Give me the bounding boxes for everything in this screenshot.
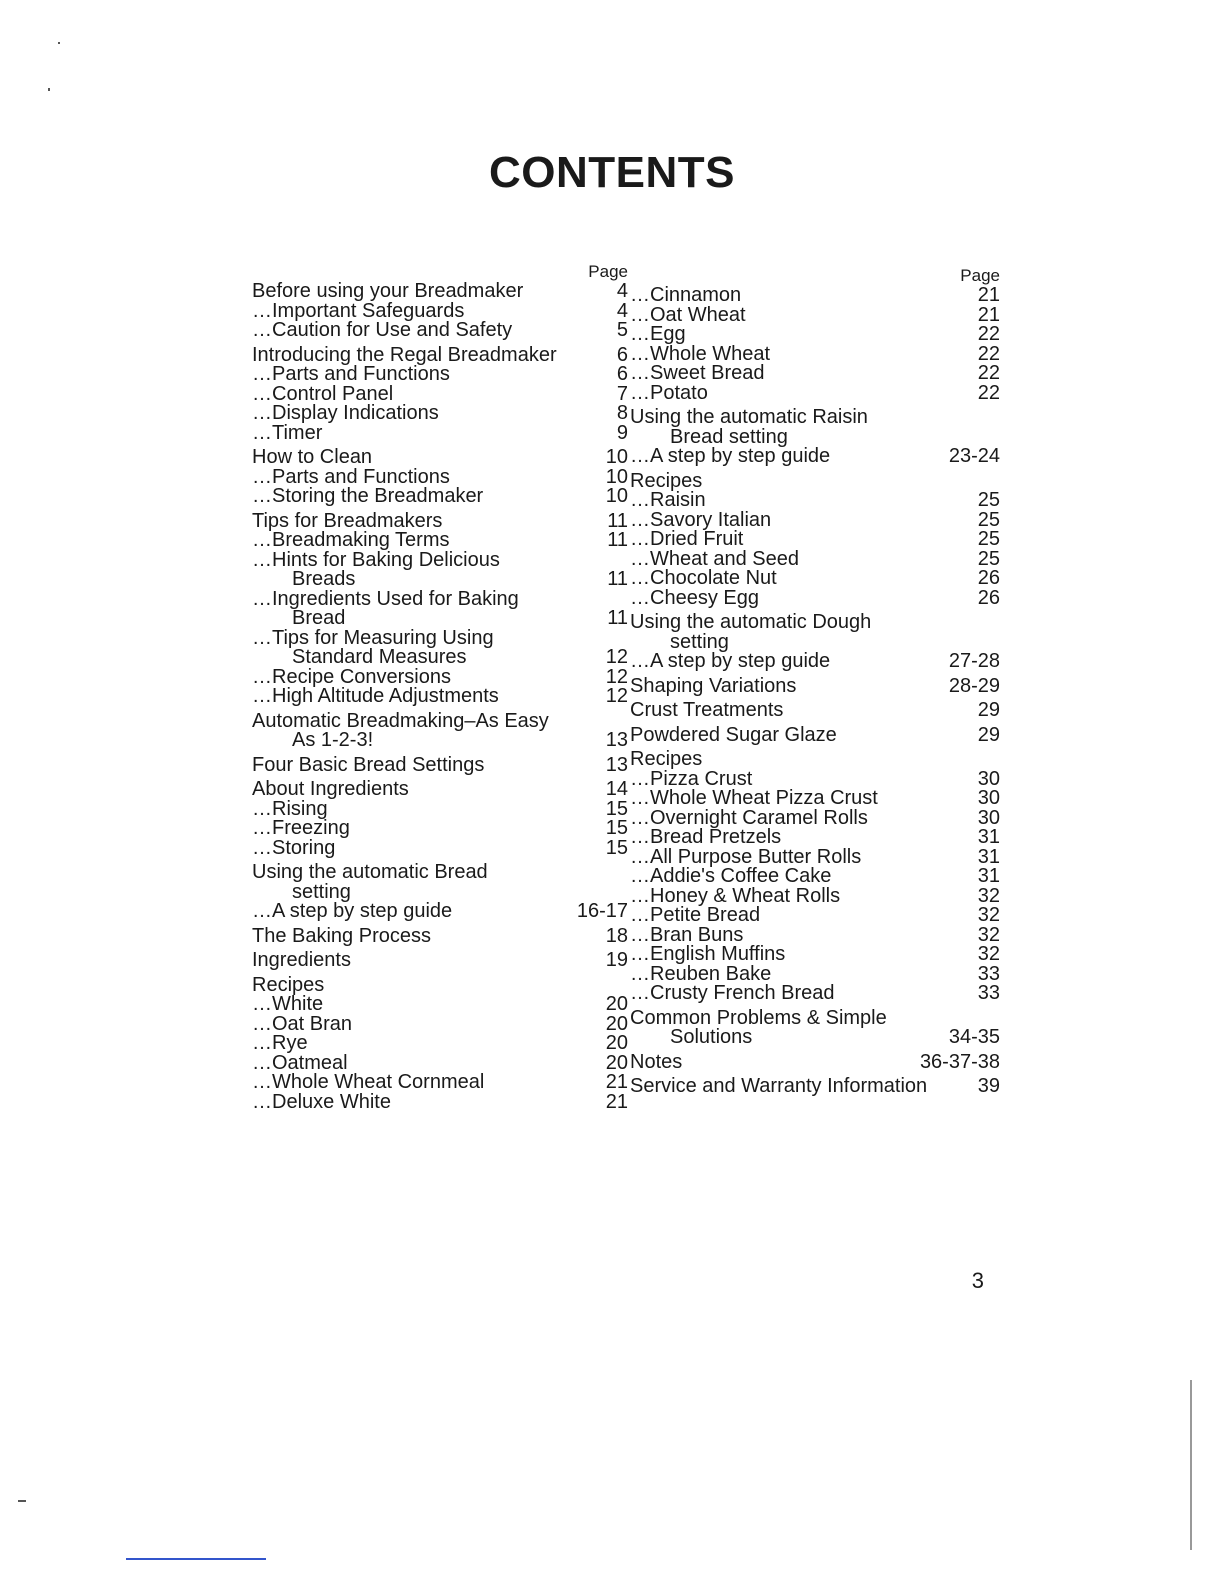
scan-edge-line [126,1558,266,1560]
toc-page-number: 32 [977,904,1000,926]
scan-speck [18,1500,26,1502]
toc-page-number: 20 [605,1051,628,1074]
toc-page-number: 33 [977,982,1000,1004]
toc-entry-text: Reuben Bake [650,962,772,985]
toc-entry-text: Overnight Caramel Rolls [650,806,868,829]
toc-page-number: 30 [977,787,1000,809]
toc-entry-title [252,421,323,444]
toc-entry-text: Tips for Measuring Using [272,626,494,649]
toc-entry [630,1077,1000,1097]
toc-page-number: 9 [616,421,628,444]
toc-entry-text: Service and Warranty Information [630,1075,928,1097]
toc-entry-text: White [272,993,324,1015]
toc-entry-title [252,863,488,902]
toc-page-number: 20 [605,993,628,1015]
toc-page-number: 10 [605,446,628,468]
toc-group [630,1050,1000,1073]
toc-page-number: 18 [605,924,628,947]
toc-page-number: 22 [977,323,1000,345]
toc-entry-text: Before using your Breadmaker [252,280,524,302]
toc-right-groups [630,286,1000,1097]
toc-entry-text: Sweet Bread [650,362,765,384]
toc-subentry [252,836,628,859]
toc-entry-title [630,408,868,447]
toc-group [252,863,628,922]
toc-entry-continuation: As 1-2-3! [292,729,374,751]
toc-entry-text: A step by step guide [650,650,831,672]
toc-entry [630,1006,1000,1048]
toc-group [252,343,628,444]
toc-entry-text: Tips for Breadmakers [252,509,443,532]
toc-entry-title [252,548,500,590]
toc-entry-text: Caution for Use and Safety [272,319,513,341]
toc-page-number: 23-24 [948,445,1000,467]
toc-page-number: 11 [607,529,628,551]
toc-entry-text: Recipes [252,973,325,996]
toc-group [630,469,1000,609]
scan-edge-line [1190,1380,1192,1550]
toc-entry-text: Control Panel [272,382,394,405]
toc-group [252,780,628,858]
toc-entry-text: Using the automatic Raisin [630,406,868,428]
toc-entry-title [252,487,483,507]
toc-entry-continuation: Solutions [670,1026,753,1048]
toc-entry-text: English Muffins [650,943,786,965]
toc-entry-text: Pizza Crust [650,767,753,790]
toc-subentry [252,902,628,922]
toc-page-number: 31 [977,865,1000,887]
toc-entry-title [630,381,708,404]
toc-page-number: 25 [977,508,1000,531]
toc-page-number: 27-28 [948,650,1000,672]
toc-page-number: 29 [977,699,1000,721]
toc-entry-text: Chocolate Nut [650,567,777,589]
toc-entry-text: Crust Treatments [630,699,784,721]
toc-group [252,448,628,507]
toc-entry-text: Recipes [630,748,703,770]
toc-page-number: 28-29 [948,674,1000,697]
toc-entry-title [630,652,830,672]
toc-entry-text: Whole Wheat [650,342,771,365]
toc-subentry [630,586,1000,609]
toc-entry-continuation: Standard Measures [292,646,467,668]
toc-page-number: 21 [977,303,1000,326]
toc-entry-text: Timer [272,421,323,444]
toc-entry-text: Bread Pretzels [650,826,782,848]
toc-page-number: 8 [616,402,628,424]
toc-subentry [630,447,1000,467]
toc-entry-text: How to Clean [252,446,373,468]
toc-entry-text: Whole Wheat Pizza Crust [650,787,878,809]
toc-page-number: 21 [605,1090,628,1113]
toc-subentry [252,687,628,707]
toc-page-number: 10 [605,485,628,507]
toc-right-column [630,266,1000,1102]
toc-entry-text: Storing the Breadmaker [272,485,484,507]
toc-entry-text: Addie's Coffee Cake [650,865,832,887]
toc-page-number: 22 [977,342,1000,365]
toc-group [630,613,1000,672]
toc-page-number: 11 [607,568,628,590]
toc-entry-text: A step by step guide [272,900,453,922]
toc-page-number: 21 [605,1071,628,1093]
toc-entry-text: Oat Wheat [650,303,746,326]
toc-page-number: 11 [607,607,628,629]
toc-page-number: 13 [605,753,628,776]
toc-entry [252,951,628,971]
toc-page-number: 5 [616,319,628,341]
page-column-header-label: Page [588,262,628,281]
toc-entry-text: The Baking Process [252,924,431,947]
toc-group [630,674,1000,697]
toc-page-number: 7 [616,382,628,405]
toc-subentry [252,626,628,668]
toc-entry-text: About Ingredients [252,778,409,800]
toc-entry-text: High Altitude Adjustments [272,685,499,707]
toc-entry-continuation: setting [670,630,729,653]
toc-entry-continuation: setting [292,880,351,903]
toc-entry-title [252,687,499,707]
toc-entry-text: Raisin [650,489,706,511]
toc-left-column [252,262,628,1117]
toc-entry-text: Crusty French Bread [650,982,835,1004]
toc-page-number: 15 [605,797,628,820]
toc-subentry [252,487,628,507]
toc-entry-text: Automatic Breadmaking–As Easy [252,709,549,732]
toc-entry-title [252,626,494,668]
toc-page-number: 32 [977,923,1000,946]
toc-entry-text: Oatmeal [272,1051,348,1074]
toc-subentry [630,652,1000,672]
toc-entry-text: Recipes [630,469,703,492]
toc-entry-text: Ingredients Used for Baking [272,587,519,610]
toc-entry-title [252,709,549,751]
toc-entry-text: Petite Bread [650,904,761,926]
toc-entry-text: A step by step guide [650,445,831,467]
page-column-header [630,266,1000,286]
toc-entry-title [252,753,485,776]
toc-entry [630,723,1000,746]
toc-page-number: 6 [616,343,628,366]
toc-subentry [630,381,1000,404]
toc-entry [630,1050,1000,1073]
toc-entry-text: Using the automatic Bread [252,861,488,883]
toc-page-number: 20 [605,1032,628,1054]
toc-entry-text: Freezing [272,817,350,839]
toc-page-number: 19 [605,949,628,971]
toc-group [630,723,1000,746]
toc-entry-text: Hints for Baking Delicious [272,548,500,571]
page-column-header-label: Page [960,266,1000,285]
toc-group [252,709,628,751]
toc-group [630,750,1000,1004]
toc-page-number: 25 [977,528,1000,550]
toc-entry-title [630,1006,887,1048]
toc-group [252,282,628,341]
toc-entry-text: Parts and Functions [272,465,450,488]
toc-page-number: 16-17 [576,900,628,922]
toc-page-number: 34-35 [948,1026,1000,1048]
toc-group [630,1006,1000,1048]
toc-entry-title [630,1050,683,1073]
toc-entry-title [630,613,871,652]
toc-group [252,951,628,971]
toc-page-number: 25 [977,489,1000,511]
toc-entry-text: Whole Wheat Cornmeal [272,1071,485,1093]
page-title: CONTENTS [489,148,735,197]
toc-entry-title [630,701,783,721]
toc-entry-text: Deluxe White [272,1090,391,1113]
toc-page-number: 14 [605,778,628,800]
toc-group [252,753,628,776]
toc-group [630,701,1000,721]
toc-page-number: 22 [977,381,1000,404]
toc-page-number: 10 [605,465,628,488]
toc-entry-text: Using the automatic Dough [630,611,872,633]
toc-entry-text: All Purpose Butter Rolls [650,845,862,868]
toc-entry-text: Storing [272,836,336,859]
toc-entry-text: Rising [272,797,328,820]
toc-page-number: 29 [977,723,1000,746]
toc-entry [630,674,1000,697]
toc-entry-text: Powdered Sugar Glaze [630,723,837,746]
toc-page-number: 25 [977,547,1000,570]
toc-page-number: 12 [605,646,628,668]
toc-entry-text: Egg [650,323,686,345]
toc-page-number: 30 [977,767,1000,790]
toc-group [630,286,1000,403]
toc-subentry [630,984,1000,1004]
toc-entry [252,863,628,902]
toc-page-number: 33 [977,962,1000,985]
toc-subentry [252,587,628,629]
toc-page-number: 26 [977,567,1000,589]
toc-page-number: 30 [977,806,1000,829]
toc-entry-title [630,984,835,1004]
toc-group [630,1077,1000,1097]
toc-subentry [252,1090,628,1113]
toc-subentry [252,421,628,444]
toc-entry-text: Cinnamon [650,284,742,306]
toc-entry-text: Shaping Variations [630,674,797,697]
toc-entry-text: Common Problems & Simple [630,1006,887,1029]
toc-entry-text: Four Basic Bread Settings [252,753,485,776]
toc-entry-text: Ingredients [252,949,351,971]
toc-entry-text: Dried Fruit [650,528,744,550]
scan-speck [48,88,50,91]
toc-entry-title [252,1090,391,1113]
toc-entry [252,709,628,751]
toc-page-number: 39 [977,1075,1000,1097]
toc-entry-text: Honey & Wheat Rolls [650,884,841,907]
toc-page-number: 31 [977,845,1000,868]
toc-page-number: 15 [605,817,628,839]
toc-entry-text: Potato [650,381,708,404]
toc-page-number: 12 [605,685,628,707]
toc-entry-continuation: Breads [292,568,356,590]
toc-entry-text: Notes [630,1050,683,1073]
toc-entry-title [630,586,759,609]
toc-group [252,924,628,947]
toc-entry-text: Bran Buns [650,923,744,946]
toc-entry-title [252,924,431,947]
toc-entry-text: Display Indications [272,402,439,424]
toc-subentry [252,548,628,590]
page-number: 3 [971,1268,984,1293]
toc-subentry [252,1012,628,1035]
toc-page-number: 32 [977,884,1000,907]
toc-entry [252,924,628,947]
toc-entry [630,613,1000,652]
toc-page-number: 11 [607,509,628,532]
toc-entry-title [630,447,830,467]
toc-page-number: 36-37-38 [919,1050,1000,1073]
toc-entry-title [630,674,797,697]
toc-subentry [252,321,628,341]
toc-entry-text: Oat Bran [272,1012,353,1035]
toc-page-number: 32 [977,943,1000,965]
toc-entry [630,701,1000,721]
toc-group [252,973,628,1113]
toc-page-number: 4 [616,280,628,302]
toc-entry-text: Wheat and Seed [650,547,799,570]
toc-entry-text: Introducing the Regal Breadmaker [252,343,557,366]
toc-group [252,509,628,707]
toc-group [630,408,1000,467]
page-column-header [252,262,628,282]
toc-page-number: 6 [616,363,628,385]
toc-entry-text: Recipe Conversions [272,665,451,688]
toc-entry-title [252,321,512,341]
toc-entry [252,753,628,776]
toc-entry-continuation: Bread [292,607,346,629]
toc-entry-text: Savory Italian [650,508,772,531]
toc-entry-text: Rye [272,1032,308,1054]
toc-entry-title [252,951,351,971]
toc-entry-text: Parts and Functions [272,363,450,385]
scan-speck [58,42,60,44]
toc-entry-text: Important Safeguards [272,299,465,322]
toc-entry-title [252,836,336,859]
toc-page-number: 20 [605,1012,628,1035]
toc-page-number: 22 [977,362,1000,384]
toc-entry-continuation: Bread setting [670,425,788,448]
toc-page-number: 15 [605,836,628,859]
toc-entry-text: Breadmaking Terms [272,529,450,551]
toc-entry-title [252,587,519,629]
toc-entry-title [252,902,452,922]
toc-entry-text: Cheesy Egg [650,586,759,609]
toc-page-number: 13 [605,729,628,751]
toc-page-number: 26 [977,586,1000,609]
toc-page-number: 21 [977,284,1000,306]
toc-left-groups [252,282,628,1112]
toc-page-number: 12 [605,665,628,688]
toc-entry-title [630,1077,927,1097]
toc-page-number: 4 [616,299,628,322]
toc-entry [630,408,1000,447]
toc-page-number: 31 [977,826,1000,848]
toc-entry-title [630,723,837,746]
